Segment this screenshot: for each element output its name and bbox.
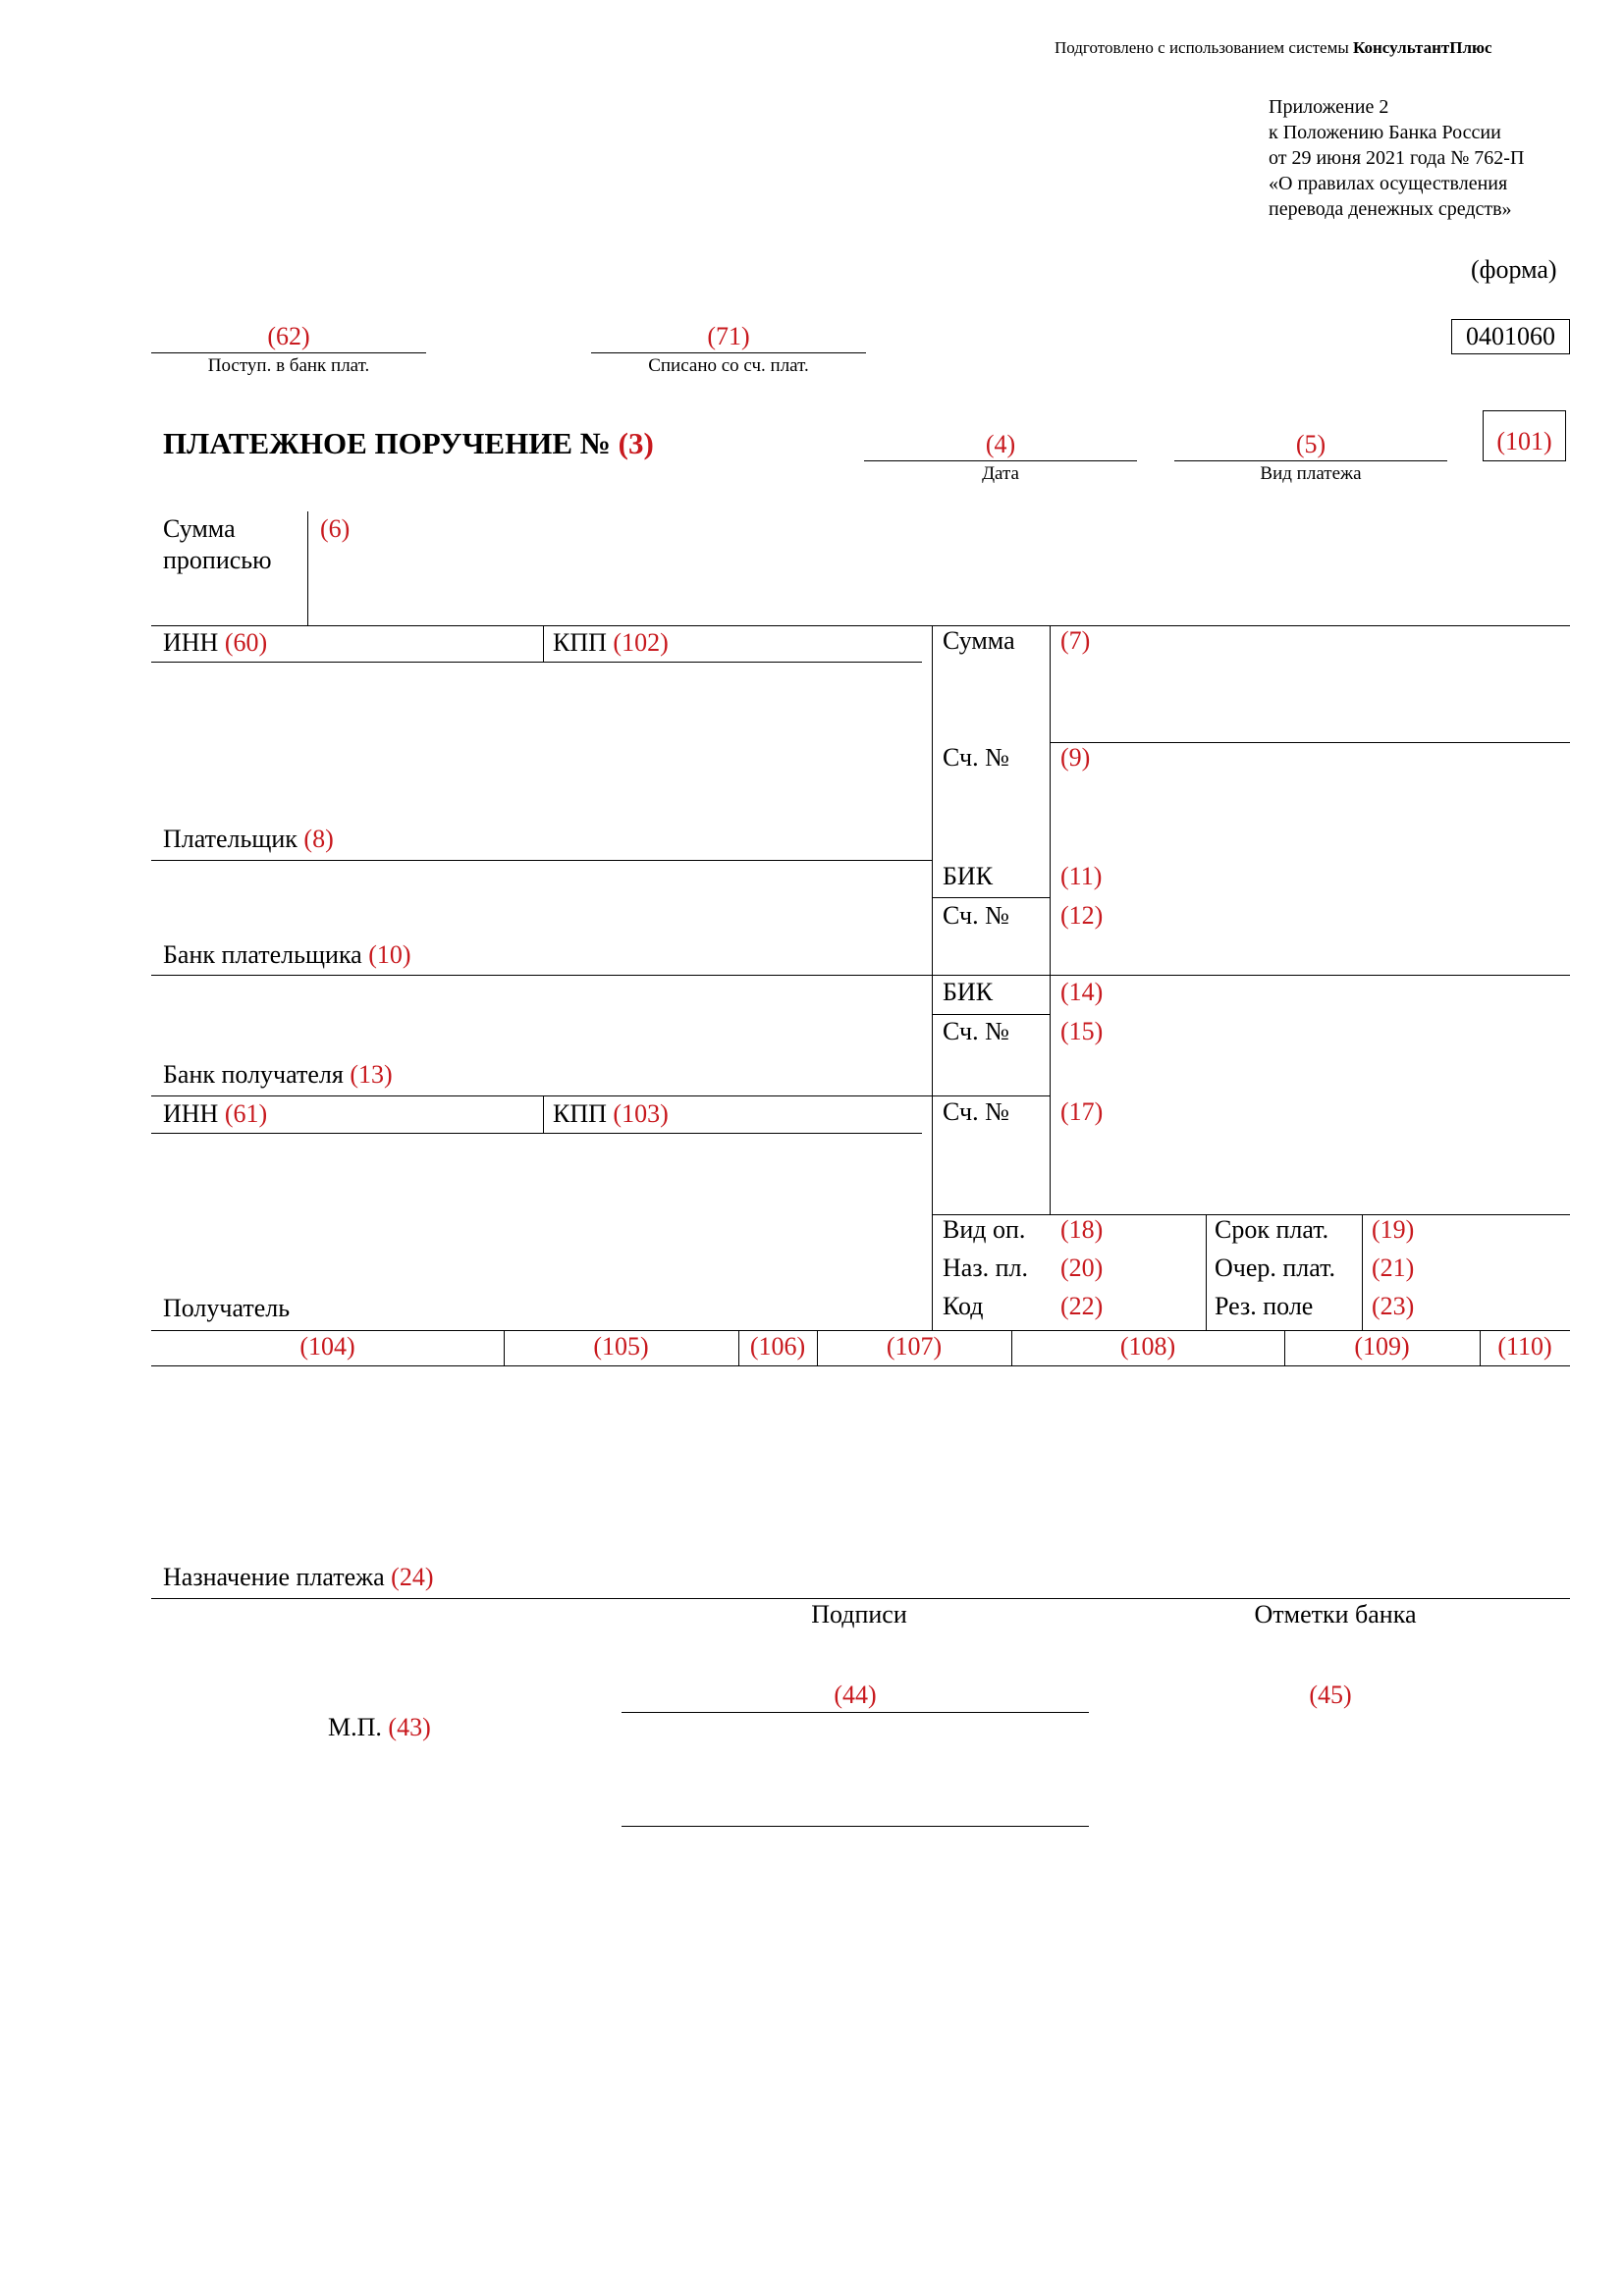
payer-bank-label: Банк плательщика xyxy=(163,940,369,969)
payer-bank-bik-code[interactable]: (11) xyxy=(1060,862,1103,890)
stamp-label: М.П. xyxy=(328,1713,389,1741)
grid-line xyxy=(151,860,932,861)
stamp-place xyxy=(328,1713,431,1742)
grid-line xyxy=(932,1095,1050,1096)
recipient-bank-bik-label: БИК xyxy=(943,978,994,1006)
payer-bank-account-code[interactable]: (12) xyxy=(1060,901,1104,930)
form-code-box[interactable] xyxy=(1451,319,1570,354)
grid-line xyxy=(932,897,1050,898)
payer-inn-code: (60) xyxy=(224,628,268,657)
bank-received-label: Поступ. в банк плат. xyxy=(207,355,370,376)
tax-field-110[interactable]: (110) xyxy=(1497,1332,1552,1361)
reserve-label: Рез. поле xyxy=(1215,1292,1314,1320)
grid-line xyxy=(151,975,1570,976)
payer-inn-label: ИНН xyxy=(163,628,225,657)
tax-field-104[interactable]: (104) xyxy=(299,1332,355,1361)
payer-account-code[interactable]: (9) xyxy=(1060,743,1091,772)
tax-field-107[interactable]: (107) xyxy=(886,1332,943,1361)
prepared-brand: КонсультантПлюс xyxy=(1353,38,1492,57)
grid-line xyxy=(151,662,922,663)
bank-received-code: (62) xyxy=(267,322,310,350)
appendix-line: перевода денежных средств» xyxy=(1269,198,1512,220)
code-code[interactable]: (22) xyxy=(1060,1292,1104,1320)
appendix-line: от 29 июня 2021 года № 762-П xyxy=(1269,147,1525,169)
grid-line xyxy=(543,1095,544,1133)
payer-inn[interactable] xyxy=(163,628,267,658)
signature-line-2[interactable] xyxy=(622,1826,1089,1827)
payer-kpp[interactable] xyxy=(553,628,669,658)
recipient-inn-label: ИНН xyxy=(163,1099,225,1128)
due-code[interactable]: (19) xyxy=(1372,1215,1415,1244)
document-title xyxy=(163,426,654,461)
recipient-kpp-code: (103) xyxy=(613,1099,669,1128)
due-label: Срок плат. xyxy=(1215,1215,1329,1244)
date-label: Дата xyxy=(982,463,1019,484)
payer-code: (8) xyxy=(303,825,334,853)
title-text: ПЛАТЕЖНОЕ ПОРУЧЕНИЕ № xyxy=(163,426,619,460)
grid-line xyxy=(1050,742,1570,743)
grid-line xyxy=(932,625,933,1330)
prepared-note xyxy=(1055,37,1492,59)
recipient-account-code[interactable]: (17) xyxy=(1060,1097,1104,1126)
grid-line xyxy=(1206,1214,1207,1330)
recipient-bank-account-code[interactable]: (15) xyxy=(1060,1017,1104,1045)
recipient-kpp[interactable] xyxy=(553,1099,669,1129)
prepared-prefix: Подготовлено с использованием системы xyxy=(1055,38,1353,57)
grid-line xyxy=(932,1014,1050,1015)
status-box[interactable] xyxy=(1483,410,1566,461)
grid-line xyxy=(151,625,1570,626)
payer-bank-bik-label: БИК xyxy=(943,862,994,890)
appendix-line: к Положению Банка России xyxy=(1269,122,1501,143)
grid-line xyxy=(151,1095,932,1096)
form-code: 0401060 xyxy=(1466,322,1555,350)
sum-code[interactable]: (7) xyxy=(1060,626,1091,655)
tax-field-105[interactable]: (105) xyxy=(593,1332,649,1361)
recipient-inn[interactable] xyxy=(163,1099,267,1129)
purpose-code-label: Наз. пл. xyxy=(943,1254,1028,1282)
tax-field-109[interactable]: (109) xyxy=(1354,1332,1410,1361)
payment-type-code: (5) xyxy=(1295,430,1326,458)
appendix-line: «О правилах осуществления xyxy=(1269,173,1508,194)
payment-purpose[interactable] xyxy=(163,1563,433,1592)
bank-marks-label: Отметки банка xyxy=(1254,1600,1417,1629)
grid-line xyxy=(1362,1214,1363,1330)
priority-code[interactable]: (21) xyxy=(1372,1254,1415,1282)
payer-kpp-code: (102) xyxy=(613,628,669,657)
payer-bank-code: (10) xyxy=(368,940,411,969)
recipient-inn-code: (61) xyxy=(224,1099,268,1128)
recipient-label[interactable]: Получатель xyxy=(163,1294,291,1322)
amount-words-divider xyxy=(307,511,308,625)
payer-account-label: Сч. № xyxy=(943,743,1009,772)
grid-line xyxy=(151,1598,1570,1599)
code-label: Код xyxy=(943,1292,984,1320)
written-off-label: Списано со сч. плат. xyxy=(648,355,809,376)
tax-field-106[interactable]: (106) xyxy=(749,1332,806,1361)
op-type-label: Вид оп. xyxy=(943,1215,1026,1244)
payment-number-code: (3) xyxy=(618,426,654,460)
op-type-code[interactable]: (18) xyxy=(1060,1215,1104,1244)
payer-bank[interactable] xyxy=(163,940,411,970)
reserve-code[interactable]: (23) xyxy=(1372,1292,1415,1320)
payer-label: Плательщик xyxy=(163,825,304,853)
payer[interactable] xyxy=(163,825,334,854)
bank-marks-code[interactable]: (45) xyxy=(1309,1681,1352,1709)
signature-code: (44) xyxy=(834,1681,877,1709)
amount-words-label xyxy=(163,513,272,576)
payment-type-label: Вид платежа xyxy=(1260,463,1362,484)
recipient-bank-bik-code[interactable]: (14) xyxy=(1060,978,1104,1006)
payment-purpose-code: (24) xyxy=(391,1563,434,1591)
sum-label: Сумма xyxy=(943,626,1015,655)
grid-line xyxy=(543,625,544,662)
appendix-line: Приложение 2 xyxy=(1269,96,1389,118)
appendix-block xyxy=(1269,94,1524,222)
recipient-bank-code: (13) xyxy=(350,1060,393,1089)
signatures-label: Подписи xyxy=(811,1600,907,1629)
grid-line xyxy=(1050,625,1051,1214)
recipient-bank[interactable] xyxy=(163,1060,393,1090)
date-code: (4) xyxy=(985,430,1016,458)
amount-words-label-line: прописью xyxy=(163,546,272,574)
amount-words-label-line: Сумма xyxy=(163,514,236,543)
recipient-bank-label: Банк получателя xyxy=(163,1060,351,1089)
tax-field-108[interactable]: (108) xyxy=(1119,1332,1176,1361)
recipient-kpp-label: КПП xyxy=(553,1099,614,1128)
recipient-bank-account-label: Сч. № xyxy=(943,1017,1009,1045)
forma-label: (форма) xyxy=(1471,255,1557,284)
amount-words-code[interactable]: (6) xyxy=(320,514,351,543)
payer-kpp-label: КПП xyxy=(553,628,614,657)
stamp-code: (43) xyxy=(388,1713,431,1741)
payment-purpose-label: Назначение платежа xyxy=(163,1563,392,1591)
signature-line-1[interactable] xyxy=(622,1712,1089,1713)
priority-label: Очер. плат. xyxy=(1215,1254,1336,1282)
grid-line xyxy=(151,1133,922,1134)
grid-line xyxy=(151,1330,1570,1331)
grid-line xyxy=(151,1365,1570,1366)
purpose-code-code[interactable]: (20) xyxy=(1060,1254,1104,1282)
payer-bank-account-label: Сч. № xyxy=(943,901,1009,930)
recipient-account-label: Сч. № xyxy=(943,1097,1009,1126)
written-off-code: (71) xyxy=(707,322,750,350)
status-code: (101) xyxy=(1496,427,1552,455)
